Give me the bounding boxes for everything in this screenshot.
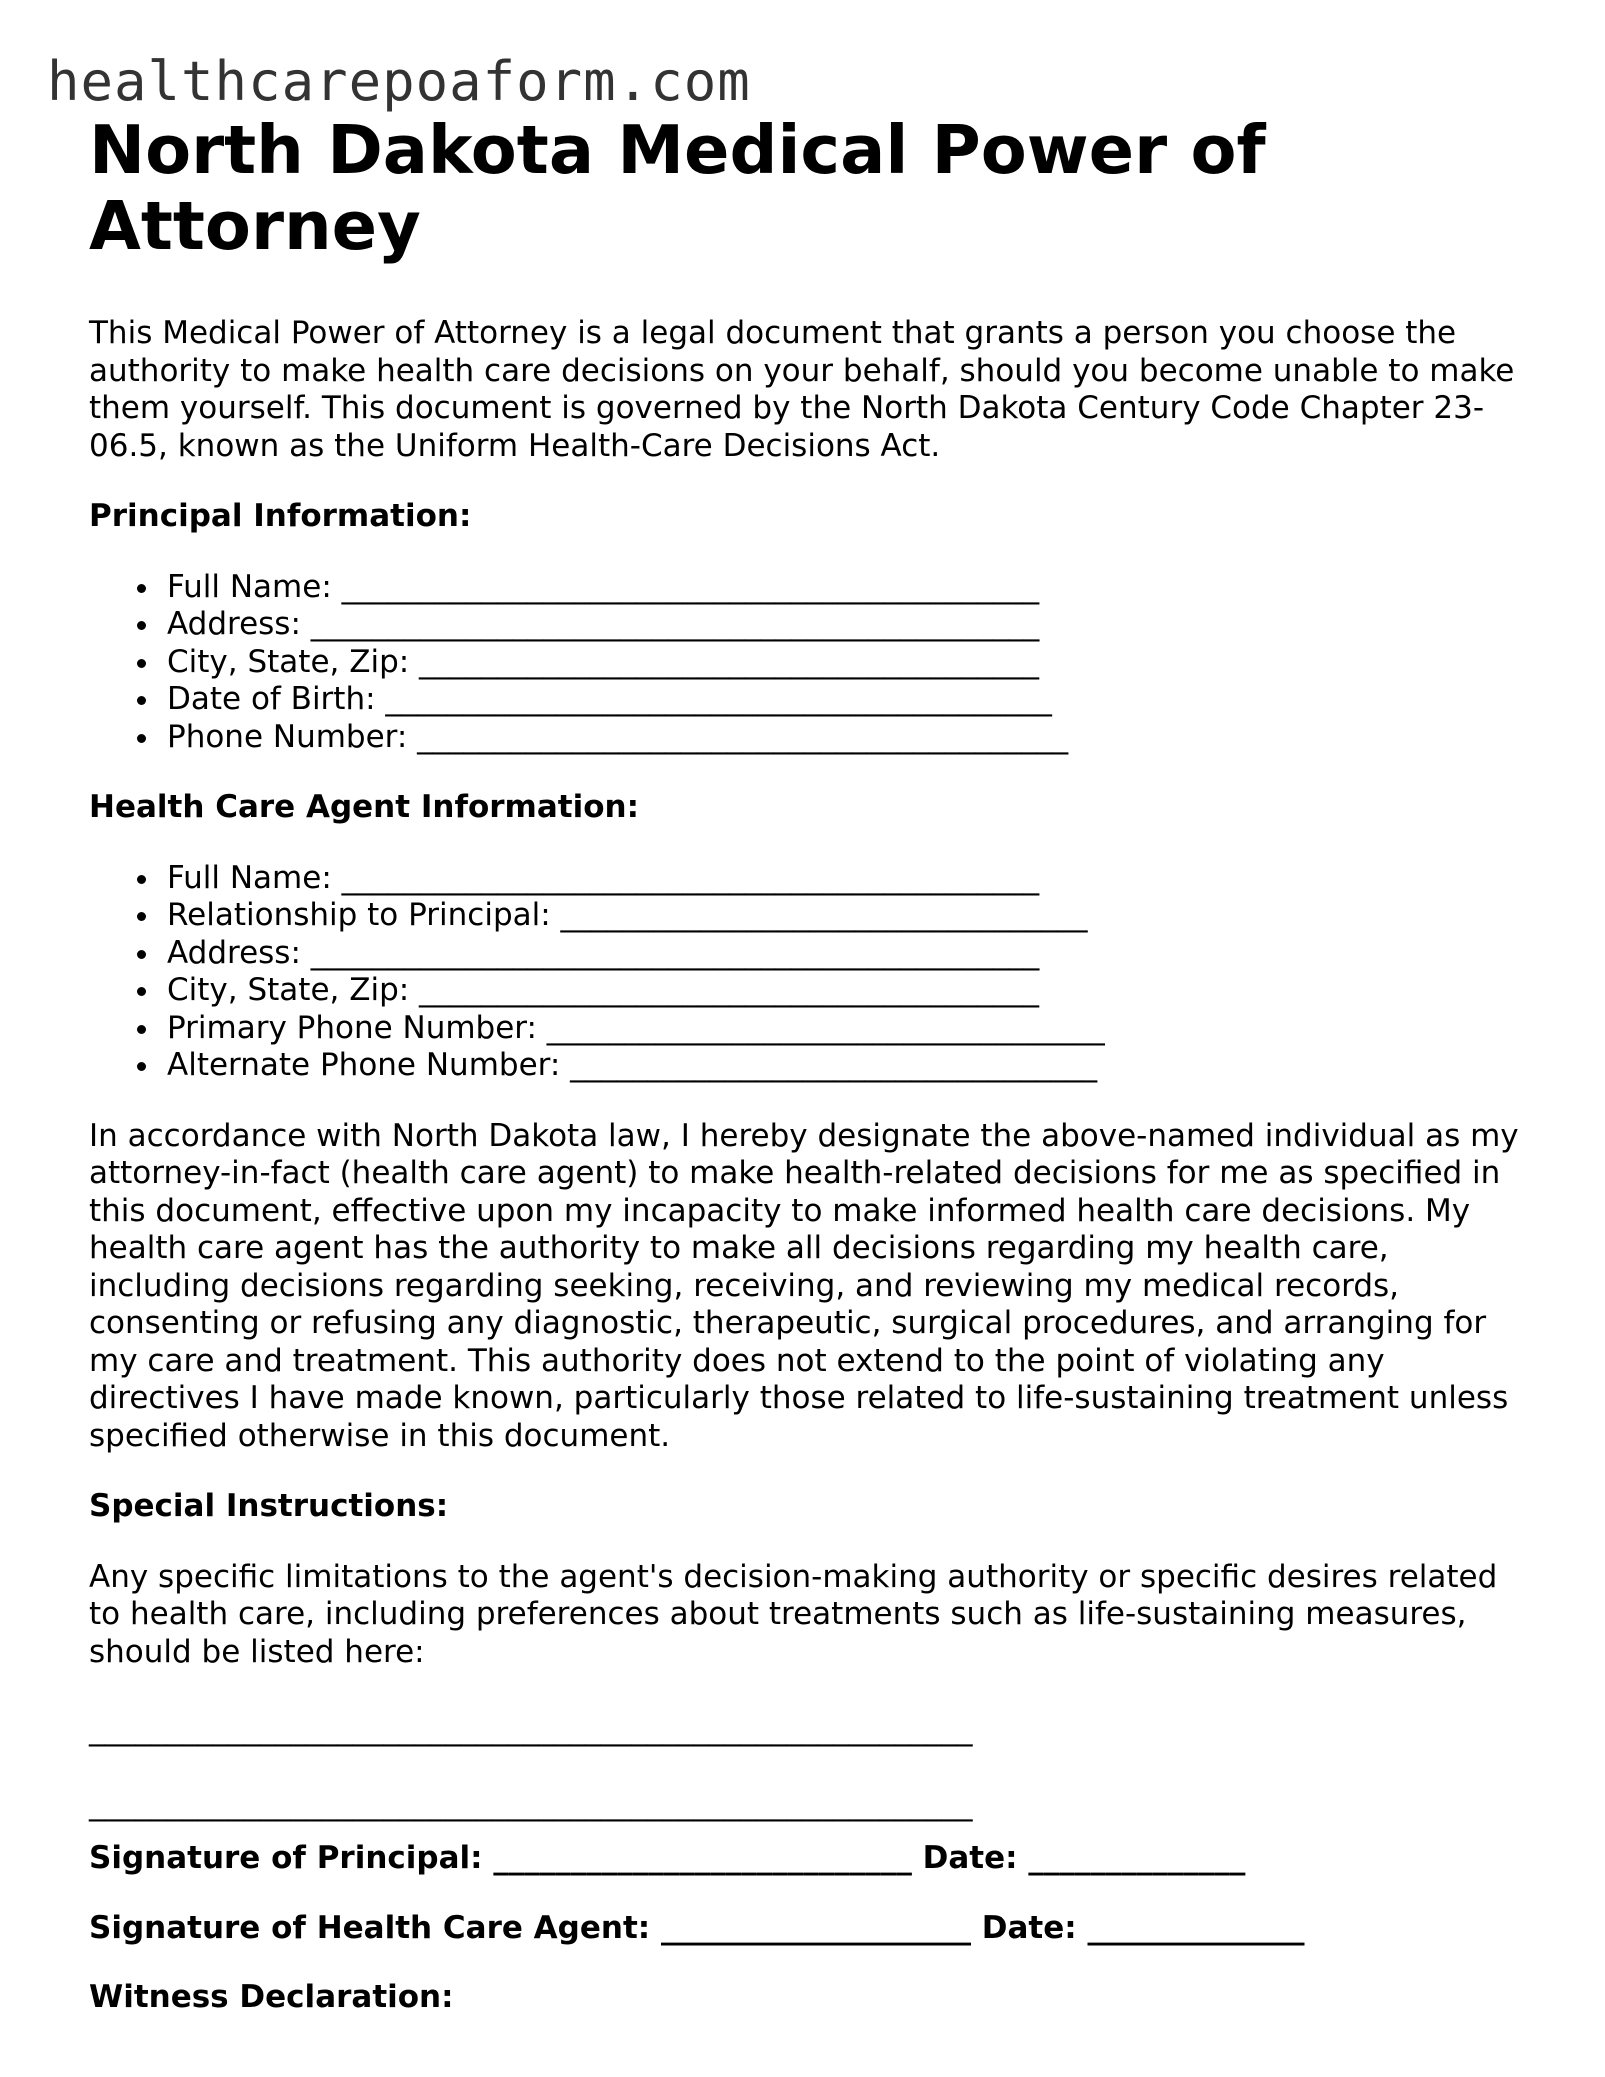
document-body bbox=[89, 112, 1529, 2050]
principal-address-field: Address: _______________________________________________ bbox=[167, 606, 1529, 644]
agent-full-name-field: Full Name: _____________________________________________ bbox=[167, 860, 1529, 898]
agent-primary-phone-field: Primary Phone Number: ____________________________________ bbox=[167, 1010, 1529, 1048]
special-instructions-heading: Special Instructions: bbox=[89, 1488, 449, 1524]
special-instructions-text: Any specific limitations to the agent's decision-making authority or specific desires related to health care, including preferences about treatments such as life-sustaining measures, should be listed here: bbox=[89, 1558, 1498, 1670]
intro-paragraph: This Medical Power of Attorney is a legal document that grants a person you choose the authority to make health care decisions on your behalf, should you become unable to make them yourself. This document is governed by the North Dakota Century Code Chapter 23-06.5, known as the Uniform Health-Care Decisions Act. bbox=[89, 315, 1515, 464]
principal-city-state-zip-field: City, State, Zip: ________________________________________ bbox=[167, 644, 1529, 682]
principal-signature-label: Signature of Principal: bbox=[89, 1840, 483, 1876]
principal-heading: Principal Information: bbox=[89, 498, 472, 534]
agent-date-label: Date: bbox=[981, 1909, 1077, 1946]
agent-alternate-phone-field: Alternate Phone Number: __________________________________ bbox=[167, 1047, 1529, 1085]
agent-heading: Health Care Agent Information: bbox=[89, 789, 639, 825]
principal-signature-row bbox=[89, 1840, 1529, 1878]
witness-heading: Witness Declaration: bbox=[89, 1979, 454, 2015]
principal-full-name-field: Full Name: _____________________________________________ bbox=[167, 569, 1529, 607]
agent-signature-line: ____________________ bbox=[660, 1909, 971, 1946]
agent-signature-label: Signature of Health Care Agent: bbox=[89, 1909, 651, 1946]
document-title: North Dakota Medical Power of Attorney bbox=[89, 111, 1266, 265]
special-instructions-line: _________________________________________________________ bbox=[89, 1785, 973, 1822]
principal-date-label: Date: bbox=[922, 1840, 1018, 1876]
principal-date-line: ______________ bbox=[1028, 1840, 1246, 1876]
site-watermark: healthcarepoaform.com bbox=[47, 50, 751, 113]
principal-fields bbox=[89, 569, 1529, 757]
agent-fields bbox=[89, 860, 1529, 1085]
agent-address-field: Address: _______________________________________________ bbox=[167, 935, 1529, 973]
principal-signature-line: ___________________________ bbox=[493, 1840, 912, 1876]
principal-phone-field: Phone Number: __________________________________________ bbox=[167, 719, 1529, 757]
principal-date-of-birth-field: Date of Birth: ___________________________________________ bbox=[167, 681, 1529, 719]
agent-relationship-field: Relationship to Principal: __________________________________ bbox=[167, 897, 1529, 935]
agent-signature-row bbox=[89, 1910, 1529, 1948]
agent-date-line: ______________ bbox=[1087, 1909, 1305, 1946]
designation-paragraph: In accordance with North Dakota law, I hereby designate the above-named individual as my attorney-in-fact (health care agent) to make health-related decisions for me as specified in this document, effective upon my incapacity to make informed health care decisions. My health care agent has the authority to make all decisions regarding my health care, including decisions regarding seeking, receiving, and reviewing my medical records, consenting or refusing any diagnostic, therapeutic, surgical procedures, and arranging for my care and treatment. This authority does not extend to the point of violating any directives I have made known, particularly those related to life-sustaining treatment unless specified otherwise in this document. bbox=[89, 1117, 1519, 1454]
agent-city-state-zip-field: City, State, Zip: ________________________________________ bbox=[167, 972, 1529, 1010]
special-instructions-line: _________________________________________________________ bbox=[89, 1711, 973, 1747]
